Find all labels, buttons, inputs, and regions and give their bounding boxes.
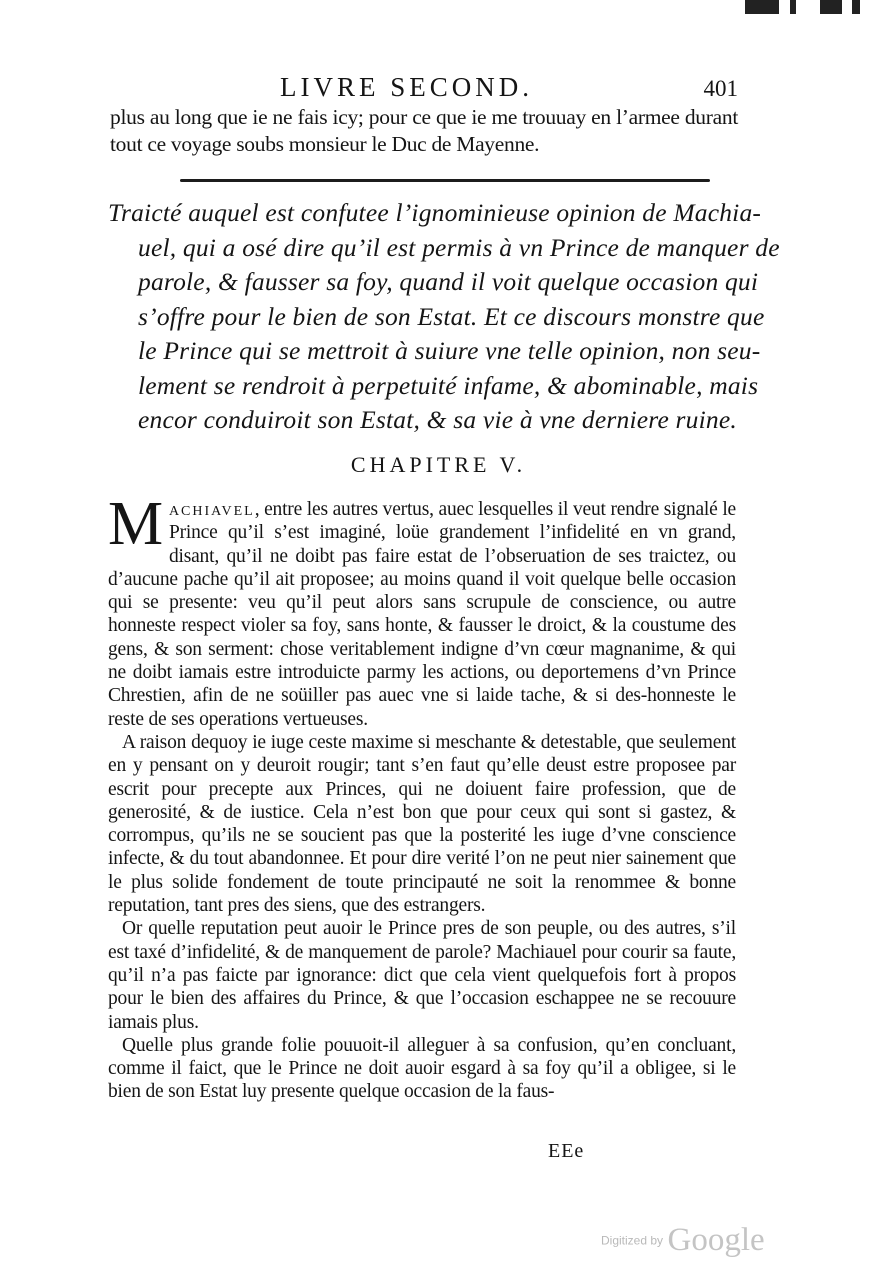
paragraph: Or quelle reputation peut auoir le Prince pres de son peuple, ou des autres, s’il est taxé d’infidelité, & de manquement de parole? Machiauel pour courir sa faute, qu’il n’a pas faicte par ignorance: dict que cela vient quelquefois fort à propos pour le bien des affaires du Prince, & que l’occasion eschappee ne se recouure iamais plus. (108, 918, 736, 1033)
scan-edge-mark (820, 0, 842, 14)
paragraph: Quelle plus grande folie pouuoit-il alleguer à sa confusion, qu’en concluant, comme il faict, que le Prince ne doit auoir esgard à sa foy qu’il a obligee, si le bien de son Estat luy presente quelque occasion de la faus- (108, 1034, 736, 1103)
drop-cap: M (108, 490, 163, 558)
summary-line: parole, & fausser sa foy, quand il voit quelque occasion qui (138, 267, 759, 296)
summary-line: encor conduiroit son Estat, & sa vie à vne derniere ruine. (138, 405, 737, 434)
scan-edge-mark (790, 0, 796, 14)
running-title: LIVRE SECOND. (280, 72, 533, 102)
summary-line: s’offre pour le bien de son Estat. Et ce discours monstre que (138, 301, 765, 331)
paragraph (108, 490, 736, 731)
catchword: EEe (548, 1140, 585, 1162)
previous-chapter-ending (110, 104, 738, 158)
paragraph-text: , entre les autres vertus, auec lesquelles il veut rendre signalé le Prince qu’il s’est imaginé, loüe grandement l’infidelité en vn grand, disant, qu’il ne doibt pas faire estat de l’obseruation de ses traictez, ou d’aucune pache qu’il ait proposee; au moins quand il voit quelque belle occasion qui se presente: veu qu’il peut alors sans scrupule de conscience, ou autre honneste respect violer sa foy, sans honte, & fausser le droict, & la coustume des gens, & son serment: chose veritablement indigne d’vn cœur magnanime, & qui ne doibt iamais estre introduicte parmy les actions, ou deportemens d’vn Prince Chrestien, afin de ne soüiller pas auec vne si laide tache, & si des-honneste le reste de ses operations vertueuses. (108, 499, 736, 730)
section-divider (180, 179, 710, 182)
summary-line: uel, qui a osé dire qu’il est permis à vn Prince de manquer de (138, 232, 780, 262)
watermark-prefix: Digitized by (601, 1233, 664, 1248)
text-line: plus au long que ie ne fais icy; pour ce que ie me trouuay en l’armee durant (110, 105, 738, 129)
scan-edge-mark (745, 0, 779, 14)
text-line: tout ce voyage soubs monsieur le Duc de Mayenne. (110, 132, 540, 156)
scan-edge-mark (852, 0, 860, 14)
chapter-summary (108, 196, 780, 438)
digitized-by-google-watermark (601, 1222, 765, 1262)
chapter-body (108, 490, 736, 1104)
google-logo-text: Google (667, 1222, 765, 1258)
paragraph: A raison dequoy ie iuge ceste maxime si meschante & detestable, que seulement en y pensant on y deuroit rougir; tant s’en faut qu’elle deust estre proposee par escrit pour precepte aux Princes, qui ne doiuent faire profession, que de generosité, & de iustice. Cela n’est bon que pour ceux qui sont si gastez, & corrompus, qu’ils ne se soucient pas que la posterité les iuge d’vne conscience infecte, & du tout abandonnee. Et pour dire verité l’on ne peut nier sainement que le plus solide fondement de toute principauté ne soit la renommee & bonne reputation, tant pres des siens, que des estrangers. (108, 731, 736, 917)
summary-line: Traicté auquel est confutee l’ignominieuse opinion de Machia- (108, 198, 762, 227)
page-number: 401 (703, 76, 738, 101)
running-head (110, 72, 740, 106)
author-name-smallcaps: achiavel (168, 499, 255, 520)
chapter-heading: CHAPITRE V. (350, 452, 527, 477)
summary-line: lement se rendroit à perpetuité infame, & abominable, mais (138, 370, 759, 400)
summary-line: le Prince qui se mettroit à suiure vne telle opinion, non seu- (138, 336, 761, 365)
